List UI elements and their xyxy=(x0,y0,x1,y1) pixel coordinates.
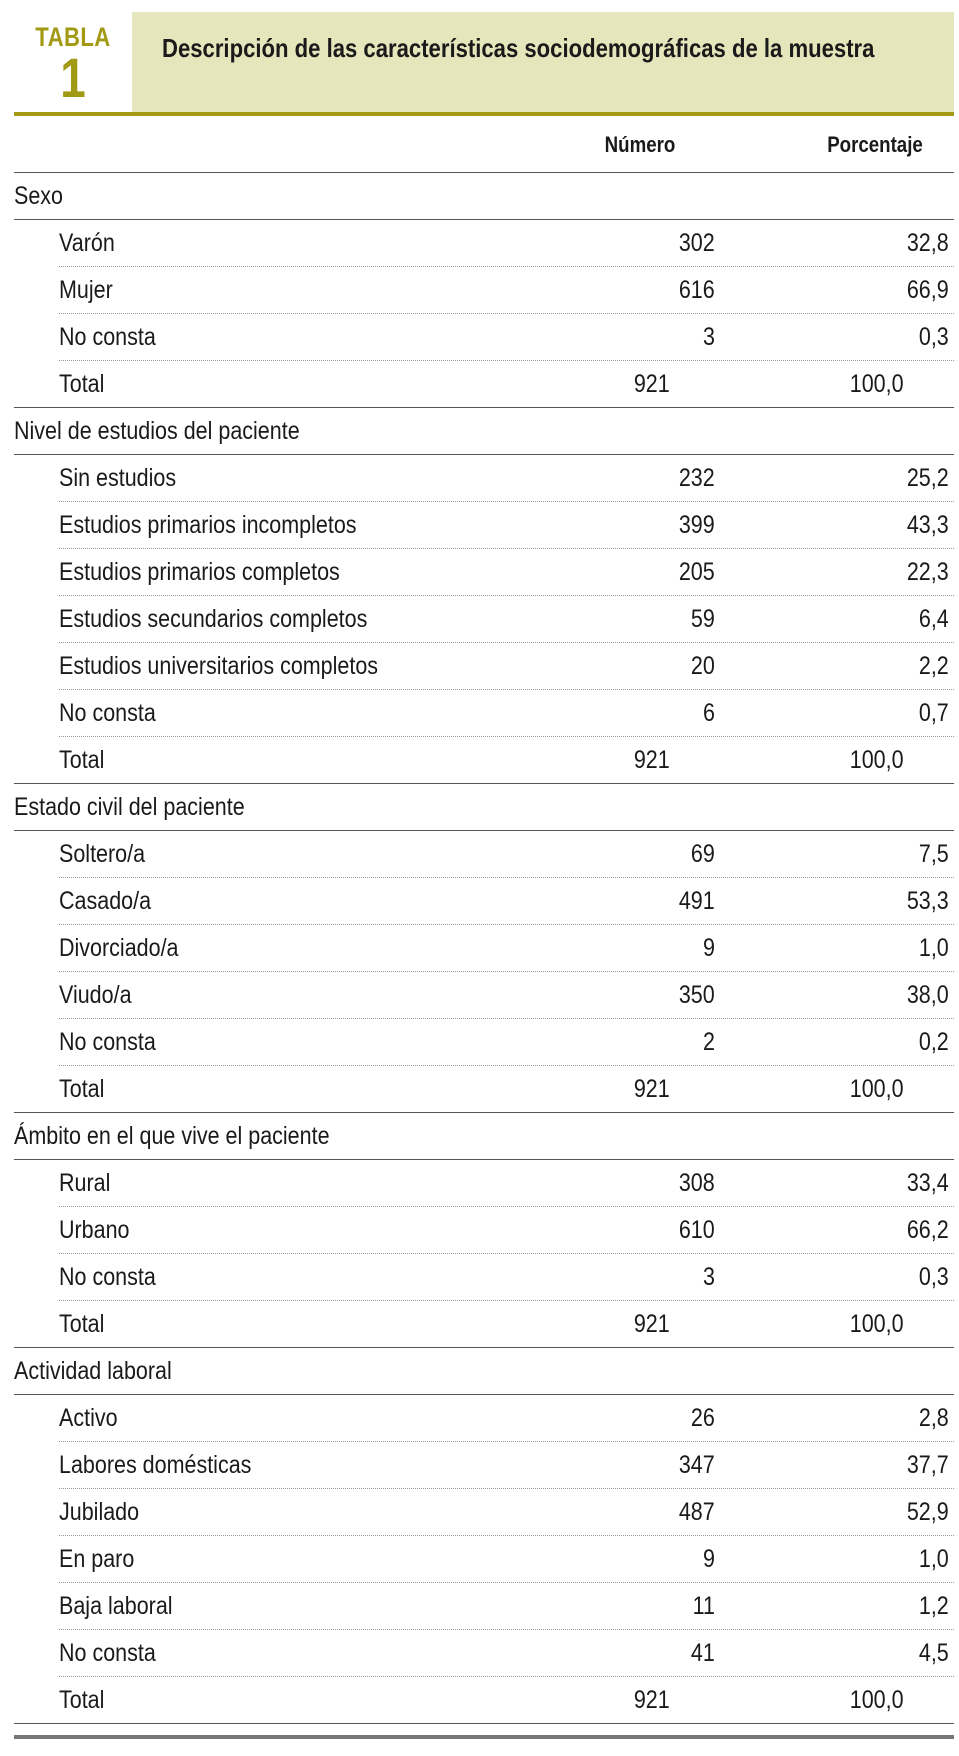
row-numero: 350 xyxy=(679,981,715,1009)
row-numero: 6 xyxy=(703,699,715,727)
table-row xyxy=(59,643,954,690)
row-porcentaje: 1,2 xyxy=(919,1592,949,1620)
total-row xyxy=(14,1677,954,1724)
row-numero: 2 xyxy=(703,1028,715,1056)
table-row xyxy=(59,972,954,1019)
table-row xyxy=(59,1160,954,1207)
row-numero: 921 xyxy=(634,370,670,398)
row-label: Labores domésticas xyxy=(59,1451,252,1479)
row-porcentaje: 2,8 xyxy=(919,1404,949,1432)
row-numero: 610 xyxy=(679,1216,715,1244)
row-porcentaje: 52,9 xyxy=(907,1498,949,1526)
table-row xyxy=(59,220,954,267)
row-numero: 20 xyxy=(691,652,715,680)
table-row xyxy=(59,1442,954,1489)
section-title: Actividad laboral xyxy=(14,1357,172,1385)
row-porcentaje: 66,2 xyxy=(907,1216,949,1244)
row-numero: 399 xyxy=(679,511,715,539)
row-label: Rural xyxy=(59,1169,111,1197)
table-row xyxy=(59,925,954,972)
table-row xyxy=(59,1630,954,1677)
row-label: Sin estudios xyxy=(59,464,177,492)
row-numero: 616 xyxy=(679,276,715,304)
row-porcentaje: 4,5 xyxy=(919,1639,949,1667)
section-title: Sexo xyxy=(14,182,64,210)
row-porcentaje: 100,0 xyxy=(850,1310,904,1338)
table-title: Descripción de las características sociodemográficas de la muestra xyxy=(162,33,875,63)
table-row xyxy=(59,690,954,737)
total-row xyxy=(14,737,954,784)
row-label: Urbano xyxy=(59,1216,130,1244)
row-porcentaje: 22,3 xyxy=(907,558,949,586)
table-row xyxy=(59,831,954,878)
row-porcentaje: 0,2 xyxy=(919,1028,949,1056)
row-porcentaje: 100,0 xyxy=(850,370,904,398)
data-table xyxy=(14,173,954,1724)
bottom-rule xyxy=(14,1735,954,1739)
row-label: Jubilado xyxy=(59,1498,140,1526)
row-label: No consta xyxy=(59,323,156,351)
row-numero: 3 xyxy=(703,323,715,351)
row-label: Mujer xyxy=(59,276,113,304)
row-porcentaje: 38,0 xyxy=(907,981,949,1009)
section-header-row xyxy=(14,173,954,220)
row-numero: 921 xyxy=(634,746,670,774)
row-numero: 69 xyxy=(691,840,715,868)
row-numero: 921 xyxy=(634,1686,670,1714)
section-header-row xyxy=(14,1113,954,1160)
row-porcentaje: 53,3 xyxy=(907,887,949,915)
row-label: No consta xyxy=(59,1639,156,1667)
row-porcentaje: 2,2 xyxy=(919,652,949,680)
row-label: No consta xyxy=(59,1263,156,1291)
row-porcentaje: 33,4 xyxy=(907,1169,949,1197)
row-numero: 26 xyxy=(691,1404,715,1432)
row-porcentaje: 0,3 xyxy=(919,323,949,351)
row-label: Estudios universitarios completos xyxy=(59,652,379,680)
row-label: En paro xyxy=(59,1545,135,1573)
row-porcentaje: 37,7 xyxy=(907,1451,949,1479)
column-header-porcentaje: Porcentaje xyxy=(827,132,923,157)
table-row xyxy=(59,267,954,314)
badge-label: TABLA xyxy=(35,22,111,52)
table-row xyxy=(59,1254,954,1301)
section-title: Estado civil del paciente xyxy=(14,793,245,821)
section-header-row xyxy=(14,1348,954,1395)
table-row xyxy=(59,1207,954,1254)
table-row xyxy=(59,1489,954,1536)
row-label: Varón xyxy=(59,229,115,257)
row-numero: 205 xyxy=(679,558,715,586)
row-porcentaje: 0,3 xyxy=(919,1263,949,1291)
row-numero: 232 xyxy=(679,464,715,492)
column-header-numero: Número xyxy=(604,132,676,157)
table-row xyxy=(59,549,954,596)
row-porcentaje: 6,4 xyxy=(919,605,949,633)
row-porcentaje: 25,2 xyxy=(907,464,949,492)
row-label: Divorciado/a xyxy=(59,934,179,962)
row-label: No consta xyxy=(59,699,156,727)
section-header-row xyxy=(14,408,954,455)
row-numero: 491 xyxy=(679,887,715,915)
total-row xyxy=(14,1066,954,1113)
row-label: Estudios secundarios completos xyxy=(59,605,368,633)
row-porcentaje: 43,3 xyxy=(907,511,949,539)
total-row xyxy=(14,361,954,408)
row-porcentaje: 66,9 xyxy=(907,276,949,304)
row-label: Baja laboral xyxy=(59,1592,173,1620)
table-row xyxy=(59,314,954,361)
row-porcentaje: 100,0 xyxy=(850,1686,904,1714)
row-label: Total xyxy=(59,746,105,774)
row-numero: 921 xyxy=(634,1310,670,1338)
row-numero: 302 xyxy=(679,229,715,257)
row-label: Total xyxy=(59,1310,105,1338)
table-row xyxy=(59,1395,954,1442)
total-row xyxy=(14,1301,954,1348)
row-label: Estudios primarios incompletos xyxy=(59,511,357,539)
row-numero: 9 xyxy=(703,1545,715,1573)
row-label: Estudios primarios completos xyxy=(59,558,340,586)
row-numero: 11 xyxy=(692,1592,715,1620)
row-numero: 347 xyxy=(679,1451,715,1479)
section-header-row xyxy=(14,784,954,831)
table-row xyxy=(59,502,954,549)
row-label: Total xyxy=(59,370,105,398)
title-box xyxy=(132,12,954,112)
row-numero: 41 xyxy=(691,1639,715,1667)
row-numero: 487 xyxy=(679,1498,715,1526)
row-porcentaje: 7,5 xyxy=(919,840,949,868)
row-label: No consta xyxy=(59,1028,156,1056)
row-numero: 921 xyxy=(634,1075,670,1103)
table-row xyxy=(59,878,954,925)
row-porcentaje: 0,7 xyxy=(919,699,949,727)
table-header xyxy=(14,12,954,112)
row-porcentaje: 100,0 xyxy=(850,746,904,774)
row-porcentaje: 1,0 xyxy=(919,934,949,962)
row-porcentaje: 100,0 xyxy=(850,1075,904,1103)
section-title: Nivel de estudios del paciente xyxy=(14,417,300,445)
row-numero: 3 xyxy=(703,1263,715,1291)
table-row xyxy=(59,1536,954,1583)
table-row xyxy=(59,596,954,643)
table-row xyxy=(59,1583,954,1630)
table-row xyxy=(59,1019,954,1066)
table-row xyxy=(59,455,954,502)
row-label: Total xyxy=(59,1075,105,1103)
row-numero: 308 xyxy=(679,1169,715,1197)
row-numero: 9 xyxy=(703,934,715,962)
row-porcentaje: 32,8 xyxy=(907,229,949,257)
section-title: Ámbito en el que vive el paciente xyxy=(14,1122,330,1150)
row-label: Viudo/a xyxy=(59,981,132,1009)
row-label: Activo xyxy=(59,1404,118,1432)
row-numero: 59 xyxy=(691,605,715,633)
table-badge xyxy=(14,12,132,112)
row-label: Casado/a xyxy=(59,887,152,915)
row-label: Total xyxy=(59,1686,105,1714)
row-porcentaje: 1,0 xyxy=(919,1545,949,1573)
title-rule xyxy=(14,112,954,116)
row-label: Soltero/a xyxy=(59,840,146,868)
badge-number: 1 xyxy=(60,46,86,109)
